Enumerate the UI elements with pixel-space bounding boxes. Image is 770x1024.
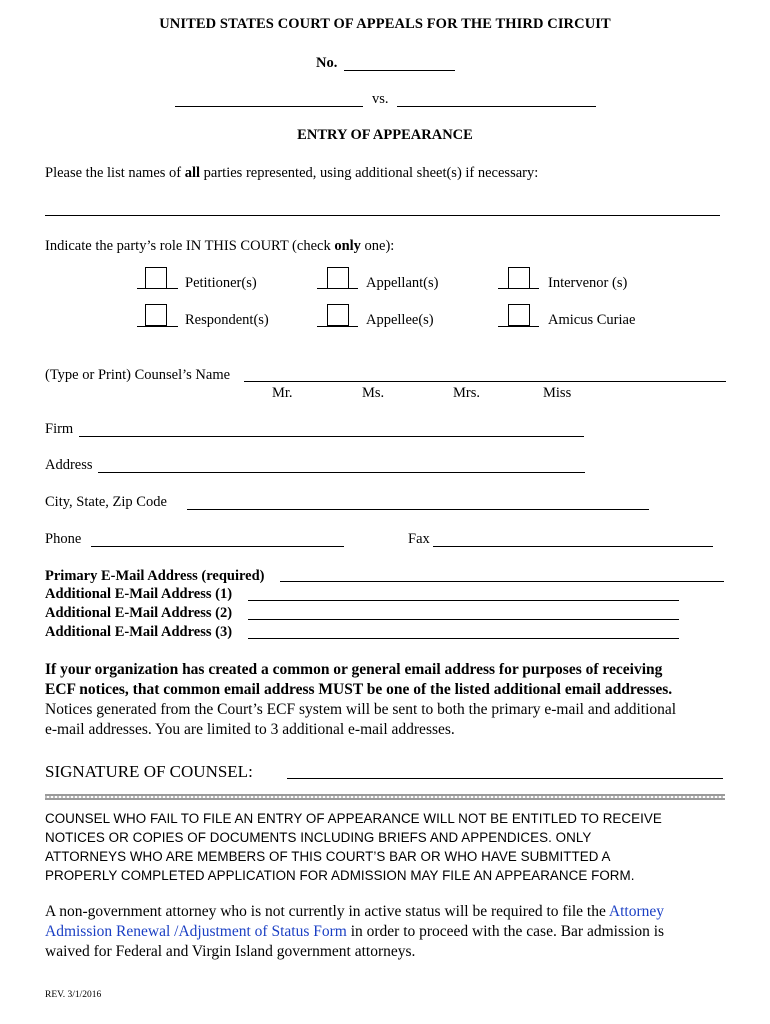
admission-renewal-link[interactable]: Attorney (608, 903, 664, 920)
additional-email-3-field[interactable] (248, 638, 679, 639)
email-note-bold-2: ECF notices, that common email address MUST be one of the listed additional email addresses. (45, 681, 673, 698)
address-label: Address (45, 457, 93, 473)
checkbox-underline-appellee (317, 326, 358, 327)
fax-label: Fax (408, 531, 430, 547)
counsel-name-field[interactable] (244, 381, 726, 382)
court-title: UNITED STATES COURT OF APPEALS FOR THE THIRD CIRCUIT (159, 16, 611, 32)
role-instruction-text: Indicate the party’s role IN THIS COURT (check (45, 238, 335, 254)
primary-email-field[interactable] (280, 581, 724, 582)
checkbox-underline-respondent (137, 326, 178, 327)
form-title: ENTRY OF APPEARANCE (297, 127, 473, 143)
role-label-intervenor: Intervenor (s) (548, 275, 628, 291)
checkbox-intervenor[interactable] (508, 267, 530, 289)
role-label-petitioner: Petitioner(s) (185, 275, 257, 291)
parties-instruction (45, 165, 538, 182)
parties-instruction-text: Please the list names of (45, 165, 185, 181)
party-two-field[interactable] (397, 106, 596, 107)
checkbox-underline-amicus (498, 326, 539, 327)
notice-line-4: PROPERLY COMPLETED APPLICATION FOR ADMISSION MAY FILE AN APPEARANCE FORM. (45, 868, 635, 883)
fax-field[interactable] (433, 546, 713, 547)
email-note-bold-1: If your organization has created a common or general email address for purposes of receiving (45, 661, 663, 678)
notice-line-2: NOTICES OR COPIES OF DOCUMENTS INCLUDING BRIEFS AND APPENDICES. ONLY (45, 830, 592, 845)
email-note-line-1: Notices generated from the Court’s ECF system will be sent to both the primary e-mail and additional (45, 701, 677, 718)
phone-label: Phone (45, 531, 82, 547)
title-miss[interactable]: Miss (543, 385, 572, 401)
title-ms[interactable]: Ms. (362, 385, 385, 401)
email-note (45, 660, 735, 740)
signature-label: SIGNATURE OF COUNSEL: (45, 762, 253, 781)
status-line-1 (45, 902, 735, 922)
email-note-line-2: e-mail addresses. You are limited to 3 additional e-mail addresses. (45, 721, 455, 738)
title-mr[interactable]: Mr. (272, 385, 293, 401)
parties-names-field[interactable] (45, 215, 720, 216)
role-label-respondent: Respondent(s) (185, 312, 269, 328)
additional-email-1-label: Additional E-Mail Address (1) (45, 586, 233, 602)
additional-email-2-field[interactable] (248, 619, 679, 620)
checkbox-amicus[interactable] (508, 304, 530, 326)
notice-line-3: ATTORNEYS WHO ARE MEMBERS OF THIS COURT’S BAR OR WHO HAVE SUBMITTED A (45, 849, 611, 864)
role-instruction-emphasis: only (334, 238, 361, 254)
address-field[interactable] (98, 472, 585, 473)
role-label-amicus: Amicus Curiae (548, 312, 636, 328)
parties-instruction-text-end: parties represented, using additional sheet(s) if necessary: (200, 165, 539, 181)
case-number-label: No. (316, 55, 338, 71)
section-divider (45, 794, 725, 800)
status-text-2: in order to proceed with the case. Bar admission is (346, 923, 665, 940)
role-instruction (45, 238, 394, 255)
additional-email-2-label: Additional E-Mail Address (2) (45, 605, 233, 621)
notice-line-1: COUNSEL WHO FAIL TO FILE AN ENTRY OF APPEARANCE WILL NOT BE ENTITLED TO RECEIVE (45, 811, 662, 826)
additional-email-3-label: Additional E-Mail Address (3) (45, 624, 233, 640)
firm-field[interactable] (79, 436, 584, 437)
status-line-3: waived for Federal and Virgin Island government attorneys. (45, 943, 416, 960)
admission-renewal-link-cont[interactable]: Admission Renewal /Adjustment of Status Form (45, 923, 347, 940)
parties-instruction-emphasis: all (184, 165, 201, 181)
firm-label: Firm (45, 421, 74, 437)
primary-email-label: Primary E-Mail Address (required) (45, 568, 265, 584)
role-label-appellee: Appellee(s) (366, 312, 434, 328)
counsel-name-label: (Type or Print) Counsel’s Name (45, 367, 231, 383)
checkbox-appellee[interactable] (327, 304, 349, 326)
checkbox-respondent[interactable] (145, 304, 167, 326)
signature-field[interactable] (287, 778, 723, 779)
status-text-1: A non-government attorney who is not currently in active status will be required to file the (45, 903, 609, 920)
additional-email-1-field[interactable] (248, 600, 679, 601)
phone-field[interactable] (91, 546, 344, 547)
status-line-2 (45, 922, 735, 942)
revision-date: REV. 3/1/2016 (45, 990, 102, 1000)
role-label-appellant: Appellant(s) (366, 275, 439, 291)
title-mrs[interactable]: Mrs. (453, 385, 480, 401)
party-one-field[interactable] (175, 106, 363, 107)
filing-notice (45, 809, 735, 885)
case-number-field[interactable] (344, 70, 455, 71)
city-state-zip-label: City, State, Zip Code (45, 494, 167, 510)
vs-label: vs. (372, 91, 389, 107)
role-instruction-text-end: one): (360, 238, 395, 254)
checkbox-petitioner[interactable] (145, 267, 167, 289)
city-state-zip-field[interactable] (187, 509, 649, 510)
checkbox-appellant[interactable] (327, 267, 349, 289)
status-paragraph (45, 902, 735, 962)
